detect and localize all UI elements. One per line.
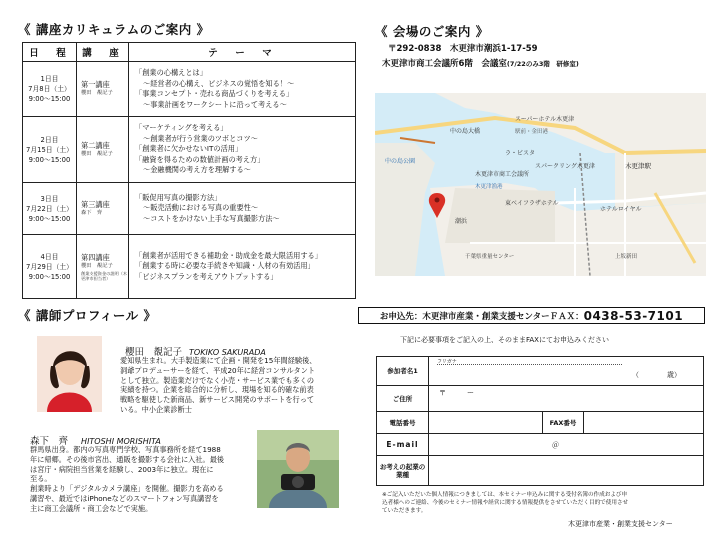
- map-label: 木更津市商工会議所: [475, 171, 530, 178]
- privacy-notice: [382, 491, 704, 515]
- theme-line: ～創業者が行う営業のツボとコツ～: [143, 133, 258, 143]
- lecturer2-name: 森下 齊: [30, 436, 69, 447]
- row-course: [77, 235, 129, 299]
- course-lecturer: 櫻田 覩記子: [81, 150, 113, 157]
- day-date: 7月29日（土）: [26, 262, 73, 271]
- lecturer2-bio: [30, 445, 255, 514]
- bio-line: は宮庁・病院担当営業を経験し、2003年に独立。現在に: [30, 464, 214, 474]
- day-date: 7月8日（土）: [28, 85, 71, 93]
- map-label: 中の島公園: [385, 158, 416, 165]
- day-number: 3日目: [40, 194, 59, 203]
- map-label: ラ・ビスタ: [505, 150, 536, 157]
- row-themes: [129, 117, 356, 183]
- theme-line: ～販売活動における写真の重要性～: [143, 203, 259, 213]
- course-lecturer: 森下 齊: [81, 209, 103, 216]
- day-date: 7月15日（土）: [26, 145, 73, 154]
- form-label: 電話番号: [377, 412, 429, 433]
- bio-line: いる。中小企業診断士: [120, 404, 192, 414]
- lecturer1-bio: [120, 356, 360, 415]
- address-input[interactable]: 〒 ー: [439, 389, 474, 397]
- fax-input[interactable]: [589, 414, 699, 432]
- map-label: スーパーホテル木更津: [515, 116, 575, 123]
- email-input[interactable]: ＠: [552, 441, 559, 449]
- map-label: 木更津駅: [625, 162, 651, 170]
- lecturer2-photo: [257, 430, 339, 508]
- form-furigana-divider: [437, 364, 622, 365]
- row-day: [23, 183, 77, 235]
- map-label: 潮浜: [455, 218, 468, 225]
- course-name: 第一講座: [81, 80, 110, 89]
- notice-line: 込者様へのご連絡、今後のセミナー情報や経営に関する情報提供をさせていただく目的で使用させ: [382, 500, 629, 506]
- form-label: E-mail: [377, 434, 429, 455]
- header-date: 日 程: [23, 43, 77, 62]
- form-label: ご住所: [377, 386, 429, 411]
- table-row: [23, 183, 356, 235]
- map-label: 中の島大橋: [450, 128, 481, 135]
- course-name: 第二講座: [81, 140, 110, 150]
- form-row-name: [377, 356, 703, 385]
- form-label: 参加者名1: [377, 356, 429, 385]
- map-label: 千葉県重量センター: [465, 254, 515, 260]
- application-header: [358, 307, 705, 324]
- bio-line: 洞爺プロデューサーを経て、平成20年に経営コンサルタント: [120, 365, 316, 375]
- map-label: 上坂新田: [615, 254, 638, 260]
- row-day: [23, 62, 77, 117]
- bio-line: 至る。: [30, 474, 52, 484]
- map-label: 東ベイフラザホテル: [505, 200, 559, 207]
- theme-line: ～金融機関の考え方を理解する～: [143, 165, 251, 175]
- row-themes: [129, 62, 356, 117]
- header-theme: テ ー マ: [129, 43, 356, 62]
- venue-postal: 〒292-0838 木更津市潮浜1-17-59: [388, 44, 538, 54]
- form-age: （ 歳）: [632, 371, 681, 379]
- lecturer2-roman: HITOSHI MORISHITA: [81, 437, 161, 446]
- form-fax-label: FAX番号: [542, 412, 584, 433]
- notice-line: ※ご記入いただいた個人情報につきましては、本セミナー申込みに関する受付名簿の作成および申: [382, 492, 628, 498]
- map-graphic: [375, 93, 706, 276]
- form-row-phone: [377, 411, 703, 433]
- phone-input[interactable]: [437, 414, 537, 432]
- table-row: [23, 117, 356, 183]
- form-furigana-label: フリガナ: [437, 359, 457, 365]
- map-label: 駅前・金田港: [515, 129, 549, 135]
- application-footer: 木更津市産業・創業支援センター: [568, 520, 673, 528]
- business-type-input[interactable]: [437, 459, 697, 483]
- bio-line: として独立。製造業だけでなく小売・サービス業でも多くの: [120, 375, 315, 385]
- theme-line: 「販促用写真の撮影方法」: [135, 192, 222, 202]
- theme-line: 「ビジネスプランを考えアウトプットする」: [135, 271, 278, 281]
- day-number: 4日目: [40, 252, 59, 261]
- map-label: 木更津漁港: [475, 184, 503, 190]
- theme-line: 「事業コンセプト・売れる商品づくりを考える」: [135, 89, 294, 98]
- bio-line: 講習や、最近ではiPhoneなどのスマートフォン写真講習を: [30, 493, 219, 503]
- map-bridge: [400, 138, 435, 143]
- lecturer1-photo: [37, 336, 102, 412]
- venue-place-note: (7/22のみ3階 研修室): [506, 60, 579, 68]
- theme-line: ～事業計画をワークシートに沿って考える～: [143, 99, 287, 109]
- curriculum-table: [22, 42, 356, 299]
- theme-line: 「融資を得るための数値計画の考え方」: [135, 154, 265, 164]
- bio-line: 群馬県出身。都内の写真専門学校、写真事務所を経て1988: [30, 445, 221, 454]
- day-time: 9:00～15:00: [28, 272, 71, 281]
- course-name: 第四講座: [81, 252, 110, 262]
- participant-name-input[interactable]: [437, 366, 627, 384]
- row-themes: [129, 183, 356, 235]
- notice-line: ていただきます。: [382, 508, 427, 514]
- curriculum-title: 《 講座カリキュラムのご案内 》: [18, 22, 210, 37]
- row-day: [23, 117, 77, 183]
- application-instruction: 下記に必要事項をご記入の上、そのままFAXにてお申込みください: [400, 336, 609, 344]
- form-row-address: [377, 385, 703, 411]
- map-label: スパークリング木更津: [535, 163, 595, 170]
- bio-line: 創業時より「デジタルカメラ講座」を開催。撮影力を高める: [30, 484, 224, 494]
- form-row-business: [377, 455, 703, 486]
- theme-line: 「創業者が活用できる補助金・助成金を最大限活用する」: [135, 250, 322, 260]
- course-lecturer: 櫻田 覩記子: [81, 90, 113, 96]
- map-label: ホテルロイヤル: [600, 206, 642, 213]
- day-number: 1日目: [40, 75, 59, 83]
- curriculum-header-row: [23, 43, 356, 62]
- application-header-prefix: お申込先：木更津市産業・創業支援センター: [379, 311, 550, 322]
- theme-line: ～経営者の心構え、ビジネスの覚悟を知る！～: [143, 78, 295, 88]
- bio-line: 実績を持つ。企業を総合的に分析し、現場を知る的確な前表: [120, 385, 314, 395]
- row-course: [77, 183, 129, 235]
- theme-line: 「創業の心構えとは」: [135, 68, 207, 77]
- day-time: 9:00～15:00: [28, 214, 71, 223]
- day-date: 7月22日（土）: [26, 204, 73, 213]
- venue-place: 木更津市商工会議所6階 会議室: [382, 59, 507, 69]
- bio-line: 年に帰郷。その後市宮出、通販を撮影する会社に入社。最後: [30, 454, 225, 464]
- table-row: [23, 235, 356, 299]
- form-label: お考えの起業の業種: [377, 456, 429, 486]
- theme-line: 「創業者に欠かせないITの活用」: [135, 144, 243, 154]
- day-time: 9:00～15:00: [28, 95, 71, 103]
- course-name: 第三講座: [81, 199, 110, 209]
- bio-line: 戦略を駆使した新商品、新サービス開発のサポートを行って: [120, 395, 315, 405]
- map-port-area: [445, 188, 555, 243]
- header-course: 講 座: [77, 43, 129, 62]
- theme-line: 「創業する時に必要な手続きや知識・人材の有効活用」: [135, 261, 315, 271]
- application-form: [376, 356, 704, 486]
- bio-line: 愛知県生まれ。大手製造業にて企画・開発を15年間経験後、: [120, 356, 317, 365]
- row-themes: [129, 235, 356, 299]
- day-number: 2日目: [40, 135, 59, 144]
- row-day: [23, 235, 77, 299]
- venue-place-line: [382, 57, 579, 69]
- venue-title: 《 会場のご案内 》: [375, 24, 489, 39]
- profile-title: 《 講師プロフィール 》: [18, 308, 157, 323]
- theme-line: 「マーケティングを考える」: [135, 123, 228, 133]
- row-course: [77, 117, 129, 183]
- lecturer1-roman: TOKIKO SAKURADA: [189, 348, 266, 357]
- form-row-email: [377, 433, 703, 455]
- venue-map[interactable]: [375, 93, 706, 276]
- theme-line: ～コストをかけない上手な写真撮影方法～: [143, 213, 280, 223]
- day-time: 9:00～15:00: [28, 155, 71, 164]
- row-course: [77, 62, 129, 117]
- application-fax-label: ＦＡＸ：: [549, 311, 584, 322]
- application-fax-number: 0438-53-7101: [583, 308, 684, 323]
- table-row: [23, 62, 356, 117]
- course-note: 創業支援資金の説明（木更津市担当者）: [81, 270, 128, 281]
- course-lecturer: 櫻田 覩記子: [81, 262, 113, 269]
- bio-line: 主に商工会議所・商工会などで実施。: [30, 503, 153, 513]
- lecturer1-name: 櫻田 覩記子: [125, 347, 183, 358]
